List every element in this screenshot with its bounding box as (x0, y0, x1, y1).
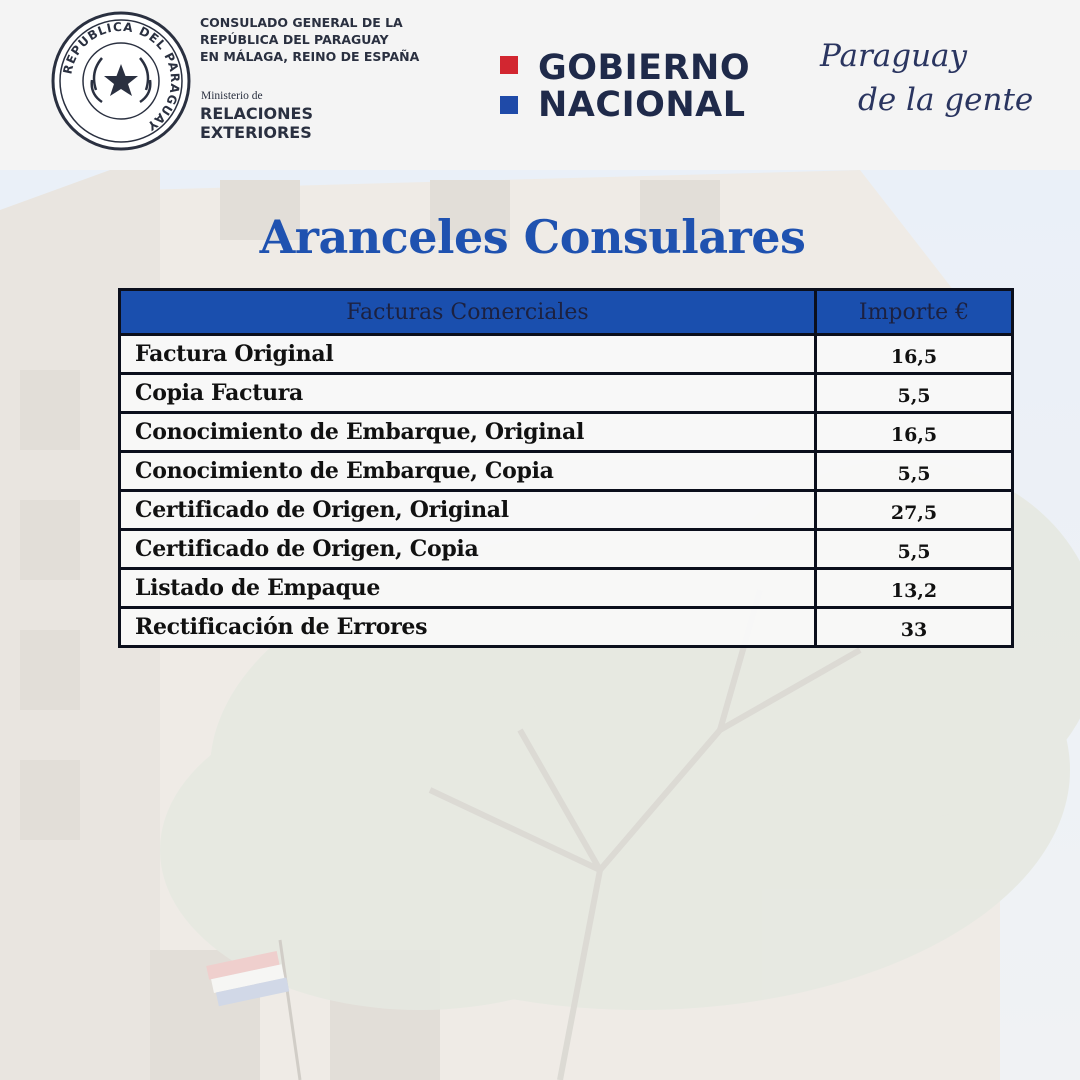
slogan-line-2: de la gente (858, 82, 1034, 118)
ministry-line-1: RELACIONES (200, 104, 313, 123)
row-concept: Conocimiento de Embarque, Original (120, 413, 816, 452)
paraguay-seal-icon (50, 10, 192, 152)
row-concept: Certificado de Origen, Original (120, 491, 816, 530)
gobierno-blue-square-icon (500, 96, 518, 114)
table-row (120, 452, 1013, 491)
consulate-name (200, 14, 460, 65)
row-concept: Factura Original (120, 335, 816, 374)
header-banner (0, 0, 1080, 170)
slogan-logo (820, 34, 1033, 122)
row-concept: Rectificación de Errores (120, 608, 816, 647)
consulate-line-1: CONSULADO GENERAL DE LA (200, 15, 403, 30)
ministry-label-small: Ministerio de (201, 90, 263, 102)
row-concept: Conocimiento de Embarque, Copia (120, 452, 816, 491)
table-header-row (120, 290, 1013, 335)
column-header-amount: Importe € (816, 290, 1013, 335)
column-header-concept: Facturas Comerciales (120, 290, 816, 335)
row-amount: 5,5 (816, 374, 1013, 413)
row-amount: 16,5 (816, 335, 1013, 374)
seal-ring-text: REPUBLICA DEL PARAGUAY (60, 19, 183, 134)
slogan-line-1: Paraguay (820, 38, 968, 74)
table-row (120, 413, 1013, 452)
row-amount: 5,5 (816, 452, 1013, 491)
ministry-name (200, 104, 313, 142)
ministry-line-2: EXTERIORES (200, 123, 312, 142)
table-row (120, 608, 1013, 647)
table-row (120, 335, 1013, 374)
consulate-line-3: EN MÁLAGA, REINO DE ESPAÑA (200, 49, 420, 64)
table-row (120, 491, 1013, 530)
row-concept: Copia Factura (120, 374, 816, 413)
consulate-line-2: REPÚBLICA DEL PARAGUAY (200, 32, 389, 47)
row-concept: Certificado de Origen, Copia (120, 530, 816, 569)
row-concept: Listado de Empaque (120, 569, 816, 608)
row-amount: 16,5 (816, 413, 1013, 452)
table-row (120, 374, 1013, 413)
row-amount: 27,5 (816, 491, 1013, 530)
table-row (120, 530, 1013, 569)
row-amount: 13,2 (816, 569, 1013, 608)
fees-table (118, 288, 1014, 648)
gobierno-line-1: GOBIERNO (538, 48, 751, 88)
table-row (120, 569, 1013, 608)
row-amount: 5,5 (816, 530, 1013, 569)
gobierno-line-2: NACIONAL (538, 85, 746, 125)
page-title: Aranceles Consulares (259, 210, 806, 264)
row-amount: 33 (816, 608, 1013, 647)
gobierno-nacional-logo (538, 50, 750, 124)
gobierno-red-square-icon (500, 56, 518, 74)
